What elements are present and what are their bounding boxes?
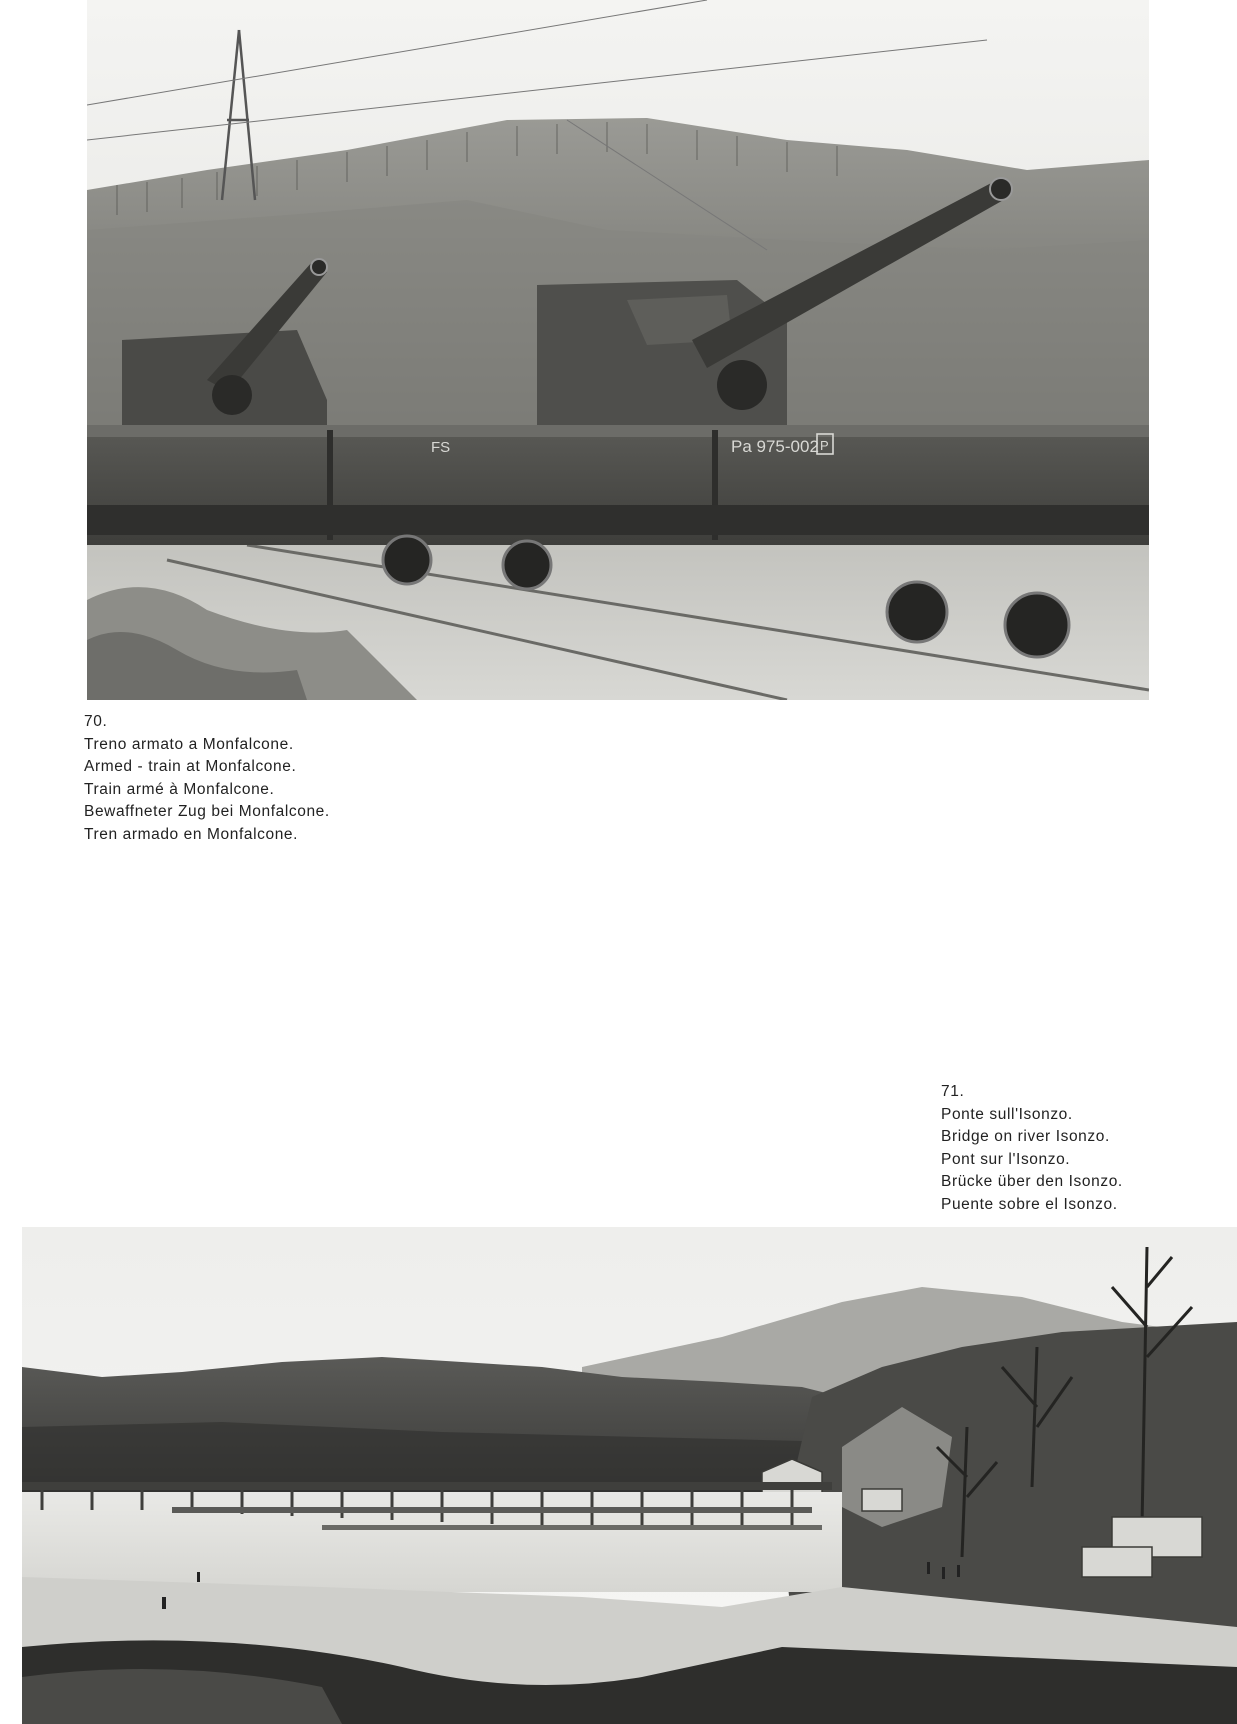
figure-71-caption-italian: Ponte sull'Isonzo.	[941, 1105, 1073, 1123]
figure-71-caption-french: Pont sur l'Isonzo.	[941, 1150, 1071, 1168]
figure-71-caption-spanish: Puente sobre el Isonzo.	[941, 1195, 1118, 1213]
figure-70-caption-german: Bewaffneter Zug bei Monfalcone.	[84, 803, 330, 820]
wagon-letters-marking: FS	[431, 439, 451, 456]
figure-71-number: 71.	[941, 1083, 965, 1100]
wagon-code-marking: Pa 975-002	[731, 437, 819, 456]
figure-70-caption-french: Train armé à Monfalcone.	[84, 780, 275, 798]
figure-71-caption-german: Brücke über den Isonzo.	[941, 1173, 1123, 1190]
figure-70-caption	[84, 711, 330, 846]
figure-71-caption-english: Bridge on river Isonzo.	[941, 1128, 1110, 1145]
figure-70-number: 70.	[84, 713, 108, 730]
bridge-photo	[22, 1227, 1237, 1724]
figure-70-caption-spanish: Tren armado en Monfalcone.	[84, 825, 299, 843]
figure-71-caption	[941, 1081, 1123, 1216]
figure-70-caption-italian: Treno armato a Monfalcone.	[84, 735, 294, 753]
wagon-badge-marking: P	[820, 438, 829, 453]
armed-train-photo	[87, 0, 1149, 700]
bridge-image	[22, 1227, 1237, 1724]
armed-train-image	[87, 0, 1149, 700]
figure-70-caption-english: Armed - train at Monfalcone.	[84, 758, 297, 775]
